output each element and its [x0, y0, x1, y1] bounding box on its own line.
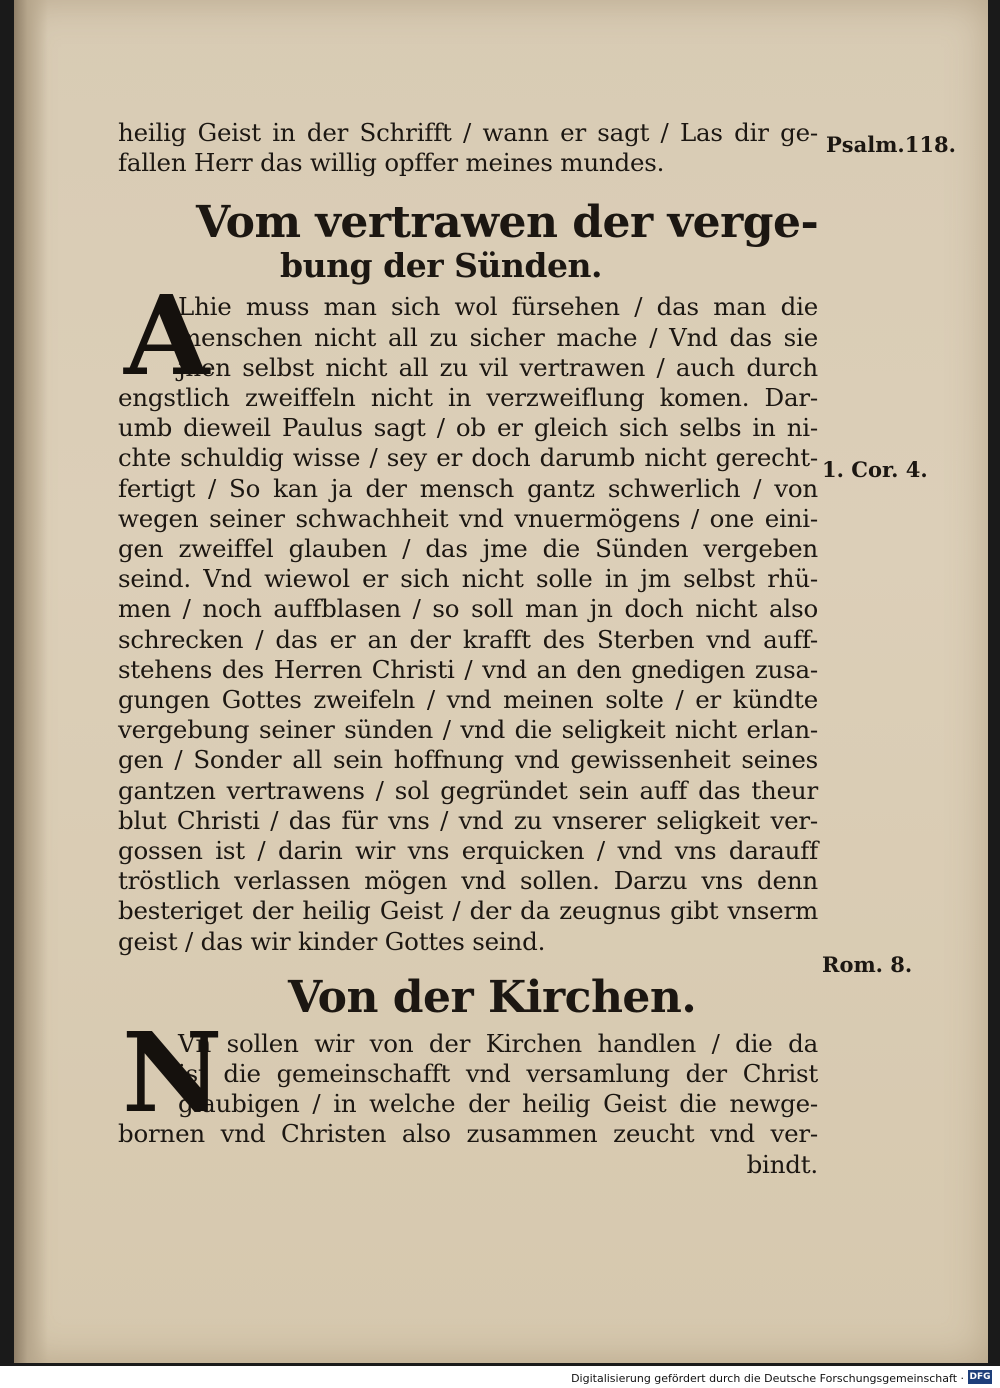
catchword: bindt.	[746, 1149, 818, 1179]
text-line: tröstlich verlassen mögen vnd sollen. Darzu vns denn	[118, 866, 818, 896]
text-line: Vn sollen wir von der Kirchen handlen / die da	[178, 1028, 818, 1058]
text-line: gungen Gottes zweifeln / vnd meinen solte / er kündte	[118, 685, 818, 715]
page-text	[118, 118, 818, 1180]
text-line: men / noch auffblasen / so soll man jn doch nicht also	[118, 594, 818, 624]
text-line: Lhie muss man sich wol fürsehen / das man die	[178, 292, 818, 322]
text-line: geist / das wir kinder Gottes seind.	[118, 926, 546, 956]
text-line: menschen nicht all zu sicher mache / Vnd das sie	[178, 322, 818, 352]
dfg-logo-icon: DFG	[969, 1372, 991, 1382]
text-line: chte schuldig wisse / sey er doch darumb nicht gerecht-	[118, 443, 818, 473]
text-line: gen / Sonder all sein hoffnung vnd gewissenheit seines	[118, 745, 818, 775]
text-line: gossen ist / darin wir vns erquicken / vnd vns darauff	[118, 836, 818, 866]
text-line: seind. Vnd wiewol er sich nicht solle in jm selbst rhü-	[118, 564, 818, 594]
text-line: gen zweiffel glauben / das jme die Sünden vergeben	[118, 534, 818, 564]
text-line: bornen vnd Christen also zusammen zeucht vnd ver-	[118, 1119, 818, 1149]
text-line: schrecken / das er an der krafft des Sterben vnd auff-	[118, 624, 818, 654]
margin-note-psalm: Psalm.118.	[826, 132, 956, 157]
text-line: heilig Geist in der Schrifft / wann er sagt / Las dir ge-	[118, 118, 818, 147]
text-line: gantzen vertrawens / sol gegründet sein auff das theur	[118, 775, 818, 805]
text-line: fallen Herr das willig opffer meines mundes.	[118, 148, 665, 178]
text-line: besteriget der heilig Geist / der da zeugnus gibt vnserm	[118, 896, 818, 926]
margin-note-romans: Rom. 8.	[822, 952, 913, 977]
text-line: fertigt / So kan ja der mensch gantz schwerlich / von	[118, 473, 818, 503]
drop-cap: N	[122, 1007, 223, 1137]
text-line: wegen seiner schwachheit vnd vnuermögens / one eini-	[118, 503, 818, 533]
page-gutter	[14, 0, 48, 1363]
text-line: glaubigen / in welche der heilig Geist die newge-	[178, 1089, 818, 1119]
section-heading: Von der Kirchen.	[288, 971, 697, 1023]
text-line: vergebung seiner sünden / vnd die seligkeit nicht erlan-	[118, 715, 818, 745]
text-line: jnen selbst nicht all zu vil vertrawen / auch durch	[178, 352, 818, 382]
text-line: engstlich zweiffeln nicht in verzweiflung komen. Dar-	[118, 383, 818, 413]
text-line: blut Christi / das für vns / vnd zu vnserer seligkeit ver-	[118, 805, 818, 835]
funding-credit: Digitalisierung gefördert durch die Deutsche Forschungsgemeinschaft ·	[571, 1372, 964, 1385]
text-line: ist die gemeinschafft vnd versamlung der Christ	[178, 1059, 818, 1089]
section-heading-line: bung der Sünden.	[280, 246, 602, 286]
text-line: umb dieweil Paulus sagt / ob er gleich sich selbs in ni-	[118, 413, 818, 443]
text-line: stehens des Herren Christi / vnd an den gnedigen zusa-	[118, 654, 818, 684]
margin-note-corinthians: 1. Cor. 4.	[822, 457, 928, 482]
section-heading-line: Vom vertrawen der verge-	[196, 197, 819, 249]
drop-cap: A	[124, 271, 210, 401]
